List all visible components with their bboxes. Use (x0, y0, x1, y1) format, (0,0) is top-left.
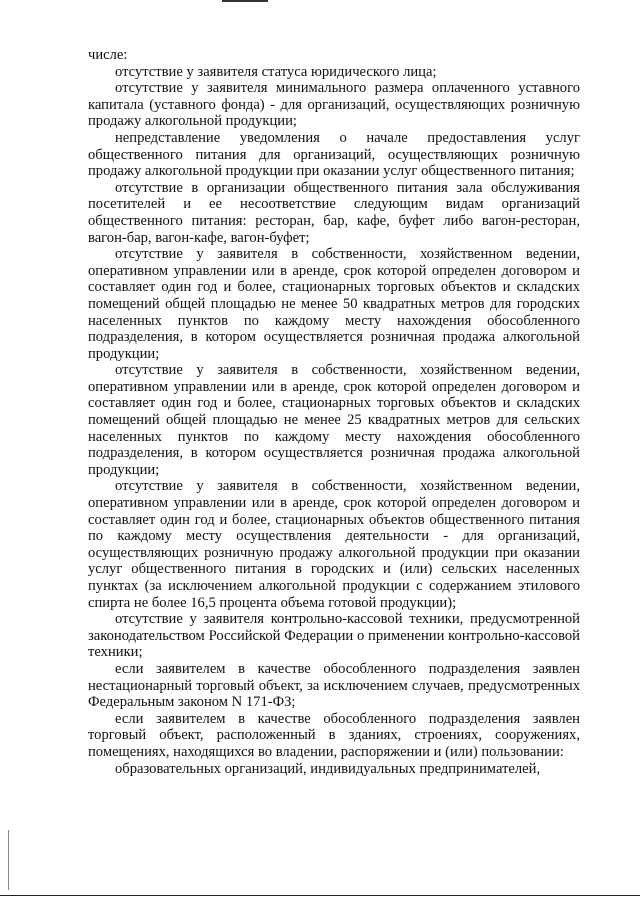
paragraph: отсутствие у заявителя в собственности, хозяйственном ведении, оперативном управлении или в аренде, срок которой определен договором и составляет один год и более, стационарных торговых объектов и складских помещений общей площадью не менее 25 квадратных метров для сельских населенных пунктов по каждому месту нахождения обособленного подразделения, в котором осуществляется розничная продажа алкогольной продукции; (88, 362, 580, 478)
scan-edge (8, 830, 9, 890)
paragraph: отсутствие у заявителя в собственности, хозяйственном ведении, оперативном управлении или в аренде, срок которой определен договором и составляет один год и более, стационарных объектов общественного питания по каждому месту осуществления деятельности - для организаций, осуществляющих розничную продажу алкогольной продукции при оказании услуг общественного питания в городских и (или) сельских населенных пунктах (за исключением алкогольной продукции с содержанием этилового спирта не более 16,5 процента объема готовой продукции); (88, 478, 580, 611)
paragraph: если заявителем в качестве обособленного подразделения заявлен нестационарный торговый объект, за исключением случаев, предусмотренных Федеральным законом N 171-ФЗ; (88, 660, 580, 711)
paragraph: отсутствие у заявителя в собственности, хозяйственном ведении, оперативном управлении или в аренде, срок которой определен договором и составляет один год и более, стационарных торговых объектов и складских помещений общей площадью не менее 50 квадратных метров для городских населенных пунктов по каждому месту нахождения обособленного подразделения, в котором осуществляется розничная продажа алкогольной продукции; (88, 246, 580, 362)
paragraph: числе: (88, 47, 128, 63)
paragraph: отсутствие у заявителя статуса юридического лица; (115, 63, 437, 80)
paragraph: отсутствие у заявителя минимального размера оплаченного уставного капитала (уставного фонда) - для организаций, осуществляющих розничную продажу алкогольной продукции; (88, 80, 580, 130)
scan-mark (222, 0, 268, 2)
document-body (88, 47, 580, 777)
paragraph: непредставление уведомления о начале предоставления услуг общественного питания для организаций, осуществляющих розничную продажу алкогольной продукции при оказании услуг общественного питания; (88, 129, 580, 180)
paragraph: отсутствие в организации общественного питания зала обслуживания посетителей и ее несоответствие следующим видам организаций общественного питания: ресторан, бар, кафе, буфет либо вагон-ресторан, вагон-бар, вагон-кафе, вагон-буфет; (88, 179, 580, 246)
paragraph: если заявителем в качестве обособленного подразделения заявлен торговый объект, расположенный в зданиях, строениях, сооружениях, помещениях, находящихся во владении, распоряжении и (или) пользовании: (88, 710, 580, 760)
scan-bottom-edge (0, 895, 640, 896)
paragraph: отсутствие у заявителя контрольно-кассовой техники, предусмотренной законодательством Российской Федерации о применении контрольно-кассовой техники; (88, 611, 580, 661)
paragraph: образовательных организаций, индивидуальных предпринимателей, (115, 760, 541, 777)
